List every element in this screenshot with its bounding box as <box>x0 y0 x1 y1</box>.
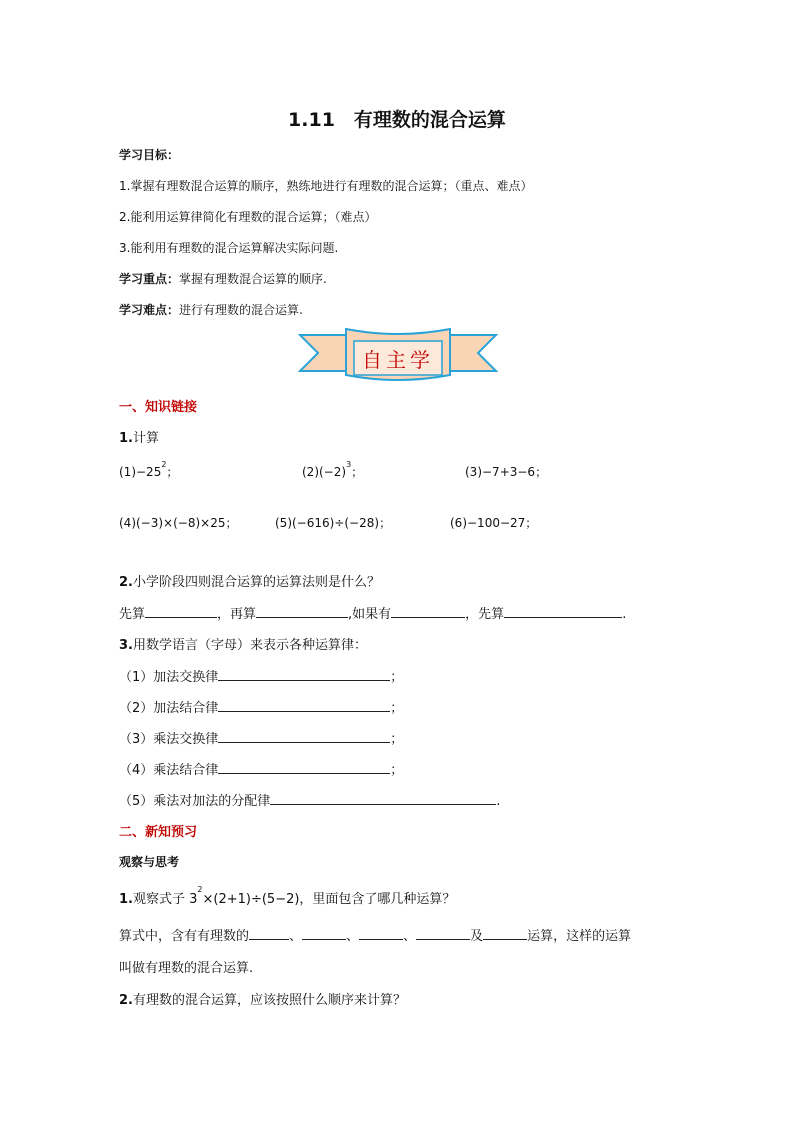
section2-heading: 二、新知预习 <box>119 825 198 840</box>
law-item-1 <box>119 666 403 685</box>
law-blank-1[interactable] <box>218 666 390 681</box>
calc-item-2-expr: (2)(−2) <box>302 465 347 479</box>
s2-q1-exp: 2 <box>197 885 203 894</box>
law-item-2 <box>119 697 403 716</box>
law-item-1-label: （1）加法交换律 <box>119 670 219 685</box>
calc-item-1-exp: 2 <box>161 460 167 469</box>
goal-item-3: 3.能利用有理数的混合运算解决实际问题. <box>119 241 339 255</box>
law-item-1-end: ； <box>390 670 404 685</box>
law-item-3-label: （3）乘法交换律 <box>119 732 219 747</box>
section1-heading: 一、知识链接 <box>119 400 198 415</box>
s1-q1-text: 计算 <box>132 431 159 446</box>
calc-item-2-end: ； <box>351 465 364 479</box>
law-item-2-end: ； <box>390 701 404 716</box>
law-item-4 <box>119 759 403 778</box>
blank-3[interactable] <box>391 603 465 618</box>
fill-text-1: 先算 <box>119 607 146 622</box>
s1-q2-label: 2. <box>119 575 133 590</box>
s2-q2-label: 2. <box>119 993 133 1008</box>
key-point-label: 学习重点： <box>119 272 180 286</box>
s2-q1 <box>119 885 456 907</box>
law-blank-2[interactable] <box>218 697 390 712</box>
law-item-3-end: ； <box>390 732 404 747</box>
difficulty-label: 学习难点： <box>119 303 180 317</box>
s1-q3-text: 用数学语言（字母）来表示各种运算律： <box>132 638 367 653</box>
section2-subheading: 观察与思考 <box>119 855 180 869</box>
s1-q2-text: 小学阶段四则混合运算的运算法则是什么？ <box>132 575 380 590</box>
s2-q2 <box>119 989 406 1008</box>
fill-text-3: ,如果有 <box>348 607 392 622</box>
calc-item-1 <box>119 460 179 480</box>
s1-q1 <box>119 427 159 446</box>
blank-2[interactable] <box>256 603 348 618</box>
s1-q1-label: 1. <box>119 431 133 446</box>
answer-blank-3[interactable] <box>359 925 403 940</box>
s1-q3-label: 3. <box>119 638 133 653</box>
answer-sep-2: 、 <box>346 929 360 944</box>
answer-blank-4[interactable] <box>416 925 470 940</box>
calc-item-4: (4)(−3)×(−8)×25； <box>119 516 238 530</box>
calc-item-6: (6)−100−27； <box>450 516 538 530</box>
answer-blank-1[interactable] <box>249 925 289 940</box>
goal-item-1: 1.掌握有理数混合运算的顺序，熟练地进行有理数的混合运算；（重点、难点） <box>119 179 533 193</box>
law-blank-3[interactable] <box>218 728 390 743</box>
s2-q1-rest: ×(2+1)÷(5−2)，里面包含了哪几种运算？ <box>202 892 456 907</box>
s2-q1-answer-line2: 叫做有理数的混合运算. <box>119 961 254 976</box>
law-blank-5[interactable] <box>270 790 496 805</box>
calc-item-2-exp: 3 <box>346 460 352 469</box>
law-item-2-label: （2）加法结合律 <box>119 701 219 716</box>
key-point-text: 掌握有理数混合运算的顺序. <box>179 272 327 286</box>
fill-text-2: ，再算 <box>217 607 257 622</box>
s2-q1-label: 1. <box>119 892 133 907</box>
answer-blank-2[interactable] <box>302 925 346 940</box>
answer-blank-5[interactable] <box>483 925 527 940</box>
answer-text-2: 运算，这样的运算 <box>527 929 632 944</box>
answer-sep-1: 、 <box>289 929 303 944</box>
blank-1[interactable] <box>145 603 217 618</box>
goals-heading: 学习目标： <box>119 148 180 162</box>
law-item-5 <box>119 790 500 809</box>
s1-q2 <box>119 571 380 590</box>
law-item-4-label: （4）乘法结合律 <box>119 763 219 778</box>
blank-4[interactable] <box>504 603 622 618</box>
law-item-5-end: . <box>496 794 501 809</box>
law-item-4-end: ； <box>390 763 404 778</box>
fill-text-4: ，先算 <box>465 607 505 622</box>
fill-text-5: . <box>622 607 627 622</box>
law-item-5-label: （5）乘法对加法的分配律 <box>119 794 271 809</box>
s2-q2-text: 有理数的混合运算，应该按照什么顺序来计算？ <box>132 993 406 1008</box>
difficulty <box>119 301 303 318</box>
answer-sep-3: 、 <box>403 929 417 944</box>
calc-item-3: (3)−7+3−6； <box>465 465 548 479</box>
law-blank-4[interactable] <box>218 759 390 774</box>
banner-text: 自主学 <box>362 348 434 372</box>
law-item-3 <box>119 728 403 747</box>
answer-sep-4: 及 <box>470 929 484 944</box>
calc-item-2 <box>302 460 364 480</box>
answer-text-1: 算式中，含有有理数的 <box>119 929 250 944</box>
difficulty-text: 进行有理数的混合运算. <box>179 303 303 317</box>
s2-q1-answer <box>119 925 631 944</box>
calc-item-1-expr: (1)−25 <box>119 465 162 479</box>
key-point <box>119 270 327 287</box>
s1-q3 <box>119 634 367 653</box>
self-study-banner <box>298 327 498 385</box>
goal-item-2: 2.能利用运算律简化有理数的混合运算；（难点） <box>119 210 377 224</box>
s1-q2-fill <box>119 603 626 622</box>
calc-item-5: (5)(−616)÷(−28)； <box>275 516 392 530</box>
calc-item-1-end: ； <box>166 465 179 479</box>
s2-q1-expr: 观察式子 3 <box>132 892 198 907</box>
page-title: 1.11 有理数的混合运算 <box>288 109 506 131</box>
